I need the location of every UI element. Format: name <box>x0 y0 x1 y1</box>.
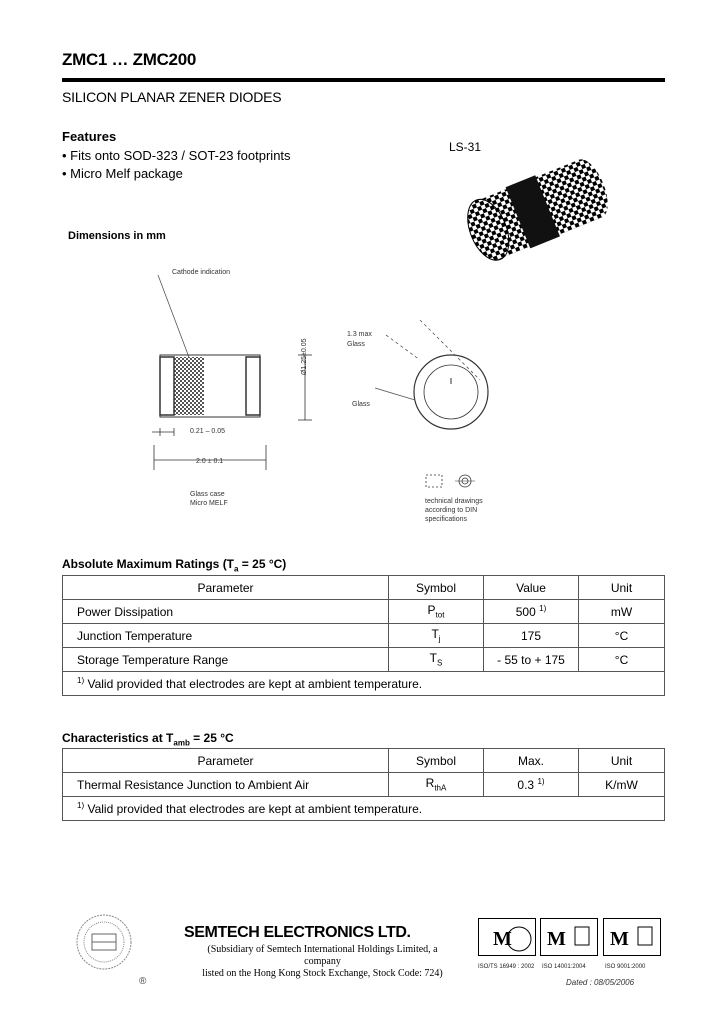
param-cell: Storage Temperature Range <box>63 648 389 672</box>
registered-mark: ® <box>139 976 147 987</box>
table-row <box>63 773 665 797</box>
table-row <box>63 624 665 648</box>
unit-cell: °C <box>579 624 665 648</box>
column-header: Symbol <box>389 576 484 600</box>
dim-width: 0.21 – 0.05 <box>190 428 226 435</box>
table-note-row <box>63 672 665 696</box>
unit-cell: mW <box>579 600 665 624</box>
characteristics-table <box>62 748 665 821</box>
symbol-cell: $T_j$ <box>389 624 484 648</box>
param-cell: Power Dissipation <box>63 600 389 624</box>
value-cell: 0.3 $^{1)}$ <box>484 773 579 797</box>
company-subtitle: (Subsidiary of Semtech International Holdings Limited, a company listed on the Hong Kong Stock Exchange, Stock Code: 724) <box>202 944 443 979</box>
column-header: Parameter <box>63 576 389 600</box>
dim-dia: Ø1.25±0.05 <box>301 338 308 375</box>
unit-cell: °C <box>579 648 665 672</box>
table-row <box>63 600 665 624</box>
cert-caption: ISO 14001:2004 <box>542 964 586 970</box>
symbol-cell: $T_S$ <box>389 648 484 672</box>
param-cell: Junction Temperature <box>63 624 389 648</box>
company-logo-icon <box>74 912 134 972</box>
characteristics-heading: Characteristics at $T_{amb} = 25$ °C <box>62 731 234 748</box>
dimensions-heading: Dimensions in mm <box>68 230 166 242</box>
table-note: $^{1)}$ Valid provided that electrodes are kept at ambient temperature. <box>63 672 665 696</box>
package-label: LS-31 <box>449 140 482 154</box>
column-header: Unit <box>579 576 665 600</box>
cert-caption: ISO 9001:2000 <box>605 964 646 970</box>
cathode-label: Cathode indication <box>172 269 230 276</box>
cert-badge-icon <box>478 918 536 956</box>
feature-item: • Fits onto SOD-323 / SOT-23 footprints <box>62 148 291 163</box>
dated-label: Dated : 08/05/2006 <box>566 978 635 987</box>
cert-caption: ISO/TS 16949 : 2002 <box>478 964 535 970</box>
dim-glass: Glass <box>347 341 365 348</box>
page-title: ZMC1 … ZMC200 <box>62 50 197 69</box>
dim-length: 2.0 ± 0.1 <box>196 458 224 465</box>
drawing-note: technical drawings <box>425 498 483 505</box>
dim-glass: Glass <box>352 401 370 408</box>
value-cell: 500 $^{1)}$ <box>484 600 579 624</box>
value-cell: 175 <box>484 624 579 648</box>
ratings-table <box>62 575 665 696</box>
svg-text:M: M <box>610 928 629 950</box>
param-cell: Thermal Resistance Junction to Ambient Air <box>63 773 389 797</box>
column-header: Unit <box>579 749 665 773</box>
symbol-cell: $R_{thA}$ <box>389 773 484 797</box>
svg-text:M: M <box>493 928 512 950</box>
page-subtitle: SILICON PLANAR ZENER DIODES <box>62 89 282 105</box>
table-note: $^{1)}$ Valid provided that electrodes are kept at ambient temperature. <box>63 797 665 821</box>
table-note-row <box>63 797 665 821</box>
cert-badge-icon <box>603 918 661 956</box>
package-image <box>455 150 615 275</box>
case-label: Glass case <box>190 491 225 498</box>
column-header: Max. <box>484 749 579 773</box>
drawing-note: according to DIN <box>425 507 478 514</box>
table-header-row <box>63 576 665 600</box>
value-cell: - 55 to + 175 <box>484 648 579 672</box>
cert-badge-icon <box>540 918 598 956</box>
table-row <box>63 648 665 672</box>
features-heading: Features <box>62 129 117 144</box>
drawing-note: specifications <box>425 516 468 523</box>
ratings-heading: Absolute Maximum Ratings ($T_a = 25$ °C) <box>62 557 287 574</box>
unit-cell: K/mW <box>579 773 665 797</box>
case-label: Micro MELF <box>190 500 228 507</box>
dim-end: 1.3 max <box>347 331 372 338</box>
table-header-row <box>63 749 665 773</box>
dimension-drawing <box>120 260 520 530</box>
feature-item: • Micro Melf package <box>62 166 183 181</box>
column-header: Parameter <box>63 749 389 773</box>
column-header: Value <box>484 576 579 600</box>
svg-text:M: M <box>547 928 566 950</box>
company-name: SEMTECH ELECTRONICS LTD. <box>184 924 411 941</box>
column-header: Symbol <box>389 749 484 773</box>
title-rule <box>62 78 665 82</box>
symbol-cell: $P_{tot}$ <box>389 600 484 624</box>
